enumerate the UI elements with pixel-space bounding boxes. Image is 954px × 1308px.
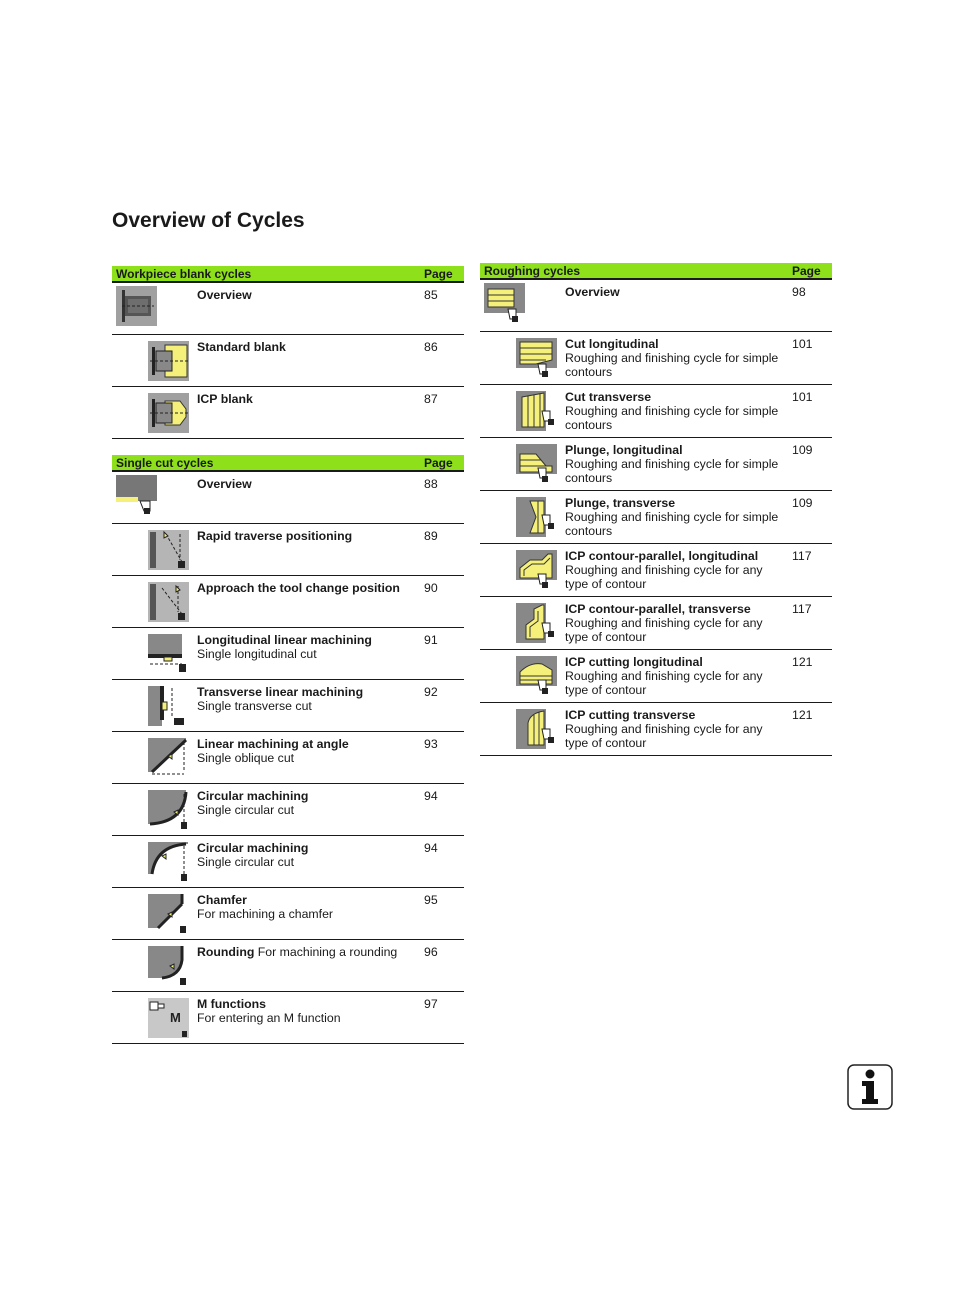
table-row[interactable]: [480, 650, 832, 703]
row-page: 109: [792, 496, 813, 510]
table-row[interactable]: [112, 628, 464, 680]
row-title: Transverse linear machining: [197, 685, 364, 699]
row-title: ICP blank: [197, 392, 253, 406]
row-title: Circular machining: [197, 789, 309, 803]
table-row[interactable]: [112, 472, 464, 524]
workpiece-blank-table: [112, 266, 464, 439]
table-header-title: Workpiece blank cycles: [116, 267, 252, 281]
row-page: 96: [424, 945, 438, 959]
row-text: [565, 708, 785, 751]
table-row[interactable]: [480, 385, 832, 438]
icp-cutting-transverse-icon: [516, 709, 557, 749]
table-row[interactable]: [112, 732, 464, 784]
row-text: [197, 392, 417, 406]
single-cut-overview-icon: [116, 475, 157, 515]
circular-ccw-icon: [148, 842, 189, 882]
table-row[interactable]: [480, 280, 832, 332]
row-title: Circular machining: [197, 841, 309, 855]
table-row[interactable]: [112, 524, 464, 576]
row-text: [197, 581, 417, 595]
chamfer-icon: [148, 894, 189, 934]
table-row[interactable]: [480, 332, 832, 385]
table-header-page: Page: [424, 267, 453, 281]
plunge-transverse-icon: [516, 497, 557, 537]
row-page: 98: [792, 285, 806, 299]
table-header-page: Page: [792, 264, 821, 278]
row-text: [565, 549, 785, 592]
table-row[interactable]: [112, 940, 464, 992]
icp-contour-transverse-icon: [516, 603, 557, 643]
row-title: Longitudinal linear machining: [197, 633, 372, 647]
row-desc: Single circular cut: [197, 855, 295, 870]
row-title: Chamfer: [197, 893, 247, 907]
page-title: Overview of Cycles: [112, 209, 305, 232]
row-text: [197, 633, 417, 661]
table-row[interactable]: [480, 703, 832, 756]
table-row[interactable]: [480, 597, 832, 650]
single-cut-table: [112, 455, 464, 1044]
row-page: 92: [424, 685, 438, 699]
row-text: [197, 997, 417, 1025]
row-page: 94: [424, 841, 438, 855]
row-title: Plunge, transverse: [565, 496, 676, 510]
table-row[interactable]: [480, 438, 832, 491]
table-header-title: Roughing cycles: [484, 264, 581, 278]
row-page: 121: [792, 655, 813, 669]
row-desc: For machining a chamfer: [197, 907, 334, 922]
table-row[interactable]: [112, 888, 464, 940]
table-header: [112, 455, 464, 472]
row-desc: For machining a rounding: [257, 945, 398, 959]
table-row[interactable]: [112, 836, 464, 888]
table-header: [112, 266, 464, 283]
row-text: [565, 602, 785, 645]
row-text: [197, 841, 417, 869]
table-header-page: Page: [424, 456, 453, 470]
row-text: [197, 529, 417, 543]
row-title: Linear machining at angle: [197, 737, 349, 751]
roughing-overview-icon: [484, 283, 525, 323]
row-title: ICP contour-parallel, transverse: [565, 602, 751, 616]
row-desc: Single oblique cut: [197, 751, 295, 766]
row-title: Rounding: [197, 945, 255, 959]
row-title: ICP cutting longitudinal: [565, 655, 703, 669]
table-row[interactable]: [480, 544, 832, 597]
row-desc: Roughing and finishing cycle for any type of contour: [565, 722, 763, 751]
row-text: [565, 443, 785, 486]
table-row[interactable]: [480, 491, 832, 544]
table-row[interactable]: [112, 576, 464, 628]
row-desc: Single transverse cut: [197, 699, 312, 714]
row-page: 88: [424, 477, 438, 491]
row-title: Approach the tool change position: [197, 581, 400, 595]
table-header-title: Single cut cycles: [116, 456, 214, 470]
row-desc: Single circular cut: [197, 803, 295, 818]
row-page: 94: [424, 789, 438, 803]
table-row[interactable]: [112, 680, 464, 732]
m-function-icon: [148, 998, 189, 1038]
tool-change-icon: [148, 582, 189, 622]
row-text: [197, 737, 417, 765]
row-page: 93: [424, 737, 438, 751]
row-page: 86: [424, 340, 438, 354]
row-desc: Roughing and finishing cycle for any type of contour: [565, 669, 763, 698]
cut-longitudinal-icon: [516, 338, 557, 378]
row-desc: Roughing and finishing cycle for any type of contour: [565, 563, 763, 592]
row-text: [197, 685, 417, 713]
row-page: 97: [424, 997, 438, 1011]
row-page: 121: [792, 708, 813, 722]
table-row[interactable]: [112, 335, 464, 387]
info-icon: [847, 1064, 893, 1110]
row-title: ICP cutting transverse: [565, 708, 696, 722]
row-text: [197, 789, 417, 817]
row-text: [197, 477, 417, 491]
row-title: Overview: [565, 285, 620, 299]
cut-transverse-icon: [516, 391, 557, 431]
row-page: 89: [424, 529, 438, 543]
row-page: 85: [424, 288, 438, 302]
row-text: [197, 340, 417, 354]
transverse-linear-icon: [148, 686, 189, 726]
row-desc: Roughing and finishing cycle for simple contours: [565, 351, 779, 380]
table-row[interactable]: [112, 283, 464, 335]
row-page: 95: [424, 893, 438, 907]
rounding-icon: [148, 946, 189, 986]
row-title: M functions: [197, 997, 266, 1011]
row-text: [197, 945, 417, 959]
standard-blank-icon: [148, 341, 189, 381]
row-text: [565, 337, 785, 380]
row-desc: Roughing and finishing cycle for simple contours: [565, 457, 779, 486]
row-title: Plunge, longitudinal: [565, 443, 683, 457]
plunge-longitudinal-icon: [516, 444, 557, 484]
rapid-traverse-icon: [148, 530, 189, 570]
icp-contour-longitudinal-icon: [516, 550, 557, 590]
angle-linear-icon: [148, 738, 189, 778]
row-page: 109: [792, 443, 813, 457]
table-row[interactable]: [112, 387, 464, 439]
row-desc: Roughing and finishing cycle for simple contours: [565, 510, 779, 539]
row-desc: Roughing and finishing cycle for any type of contour: [565, 616, 763, 645]
circular-cw-icon: [148, 790, 189, 830]
row-text: [197, 288, 417, 302]
table-row[interactable]: [112, 992, 464, 1044]
row-desc: Roughing and finishing cycle for simple contours: [565, 404, 779, 433]
row-title: Rapid traverse positioning: [197, 529, 353, 543]
longitudinal-linear-icon: [148, 634, 189, 674]
row-page: 117: [792, 602, 812, 616]
table-header: [480, 263, 832, 280]
row-title: Cut transverse: [565, 390, 652, 404]
row-text: [565, 285, 785, 299]
row-title: Standard blank: [197, 340, 286, 354]
row-title: Overview: [197, 288, 252, 302]
icp-cutting-longitudinal-icon: [516, 656, 557, 696]
row-title: Cut longitudinal: [565, 337, 659, 351]
row-text: [197, 893, 417, 921]
m-letter: M: [170, 1010, 181, 1025]
row-desc: Single longitudinal cut: [197, 647, 317, 662]
row-page: 91: [424, 633, 438, 647]
row-page: 101: [792, 390, 813, 404]
row-text: [565, 655, 785, 698]
row-text: [565, 390, 785, 433]
row-title: Overview: [197, 477, 252, 491]
workpiece-overview-icon: [116, 286, 157, 326]
row-title: ICP contour-parallel, longitudinal: [565, 549, 759, 563]
row-page: 101: [792, 337, 813, 351]
roughing-table: [480, 263, 832, 756]
icp-blank-icon: [148, 393, 189, 433]
row-desc: For entering an M function: [197, 1011, 341, 1026]
row-page: 117: [792, 549, 812, 563]
table-row[interactable]: [112, 784, 464, 836]
row-page: 87: [424, 392, 438, 406]
row-page: 90: [424, 581, 438, 595]
row-text: [565, 496, 785, 539]
